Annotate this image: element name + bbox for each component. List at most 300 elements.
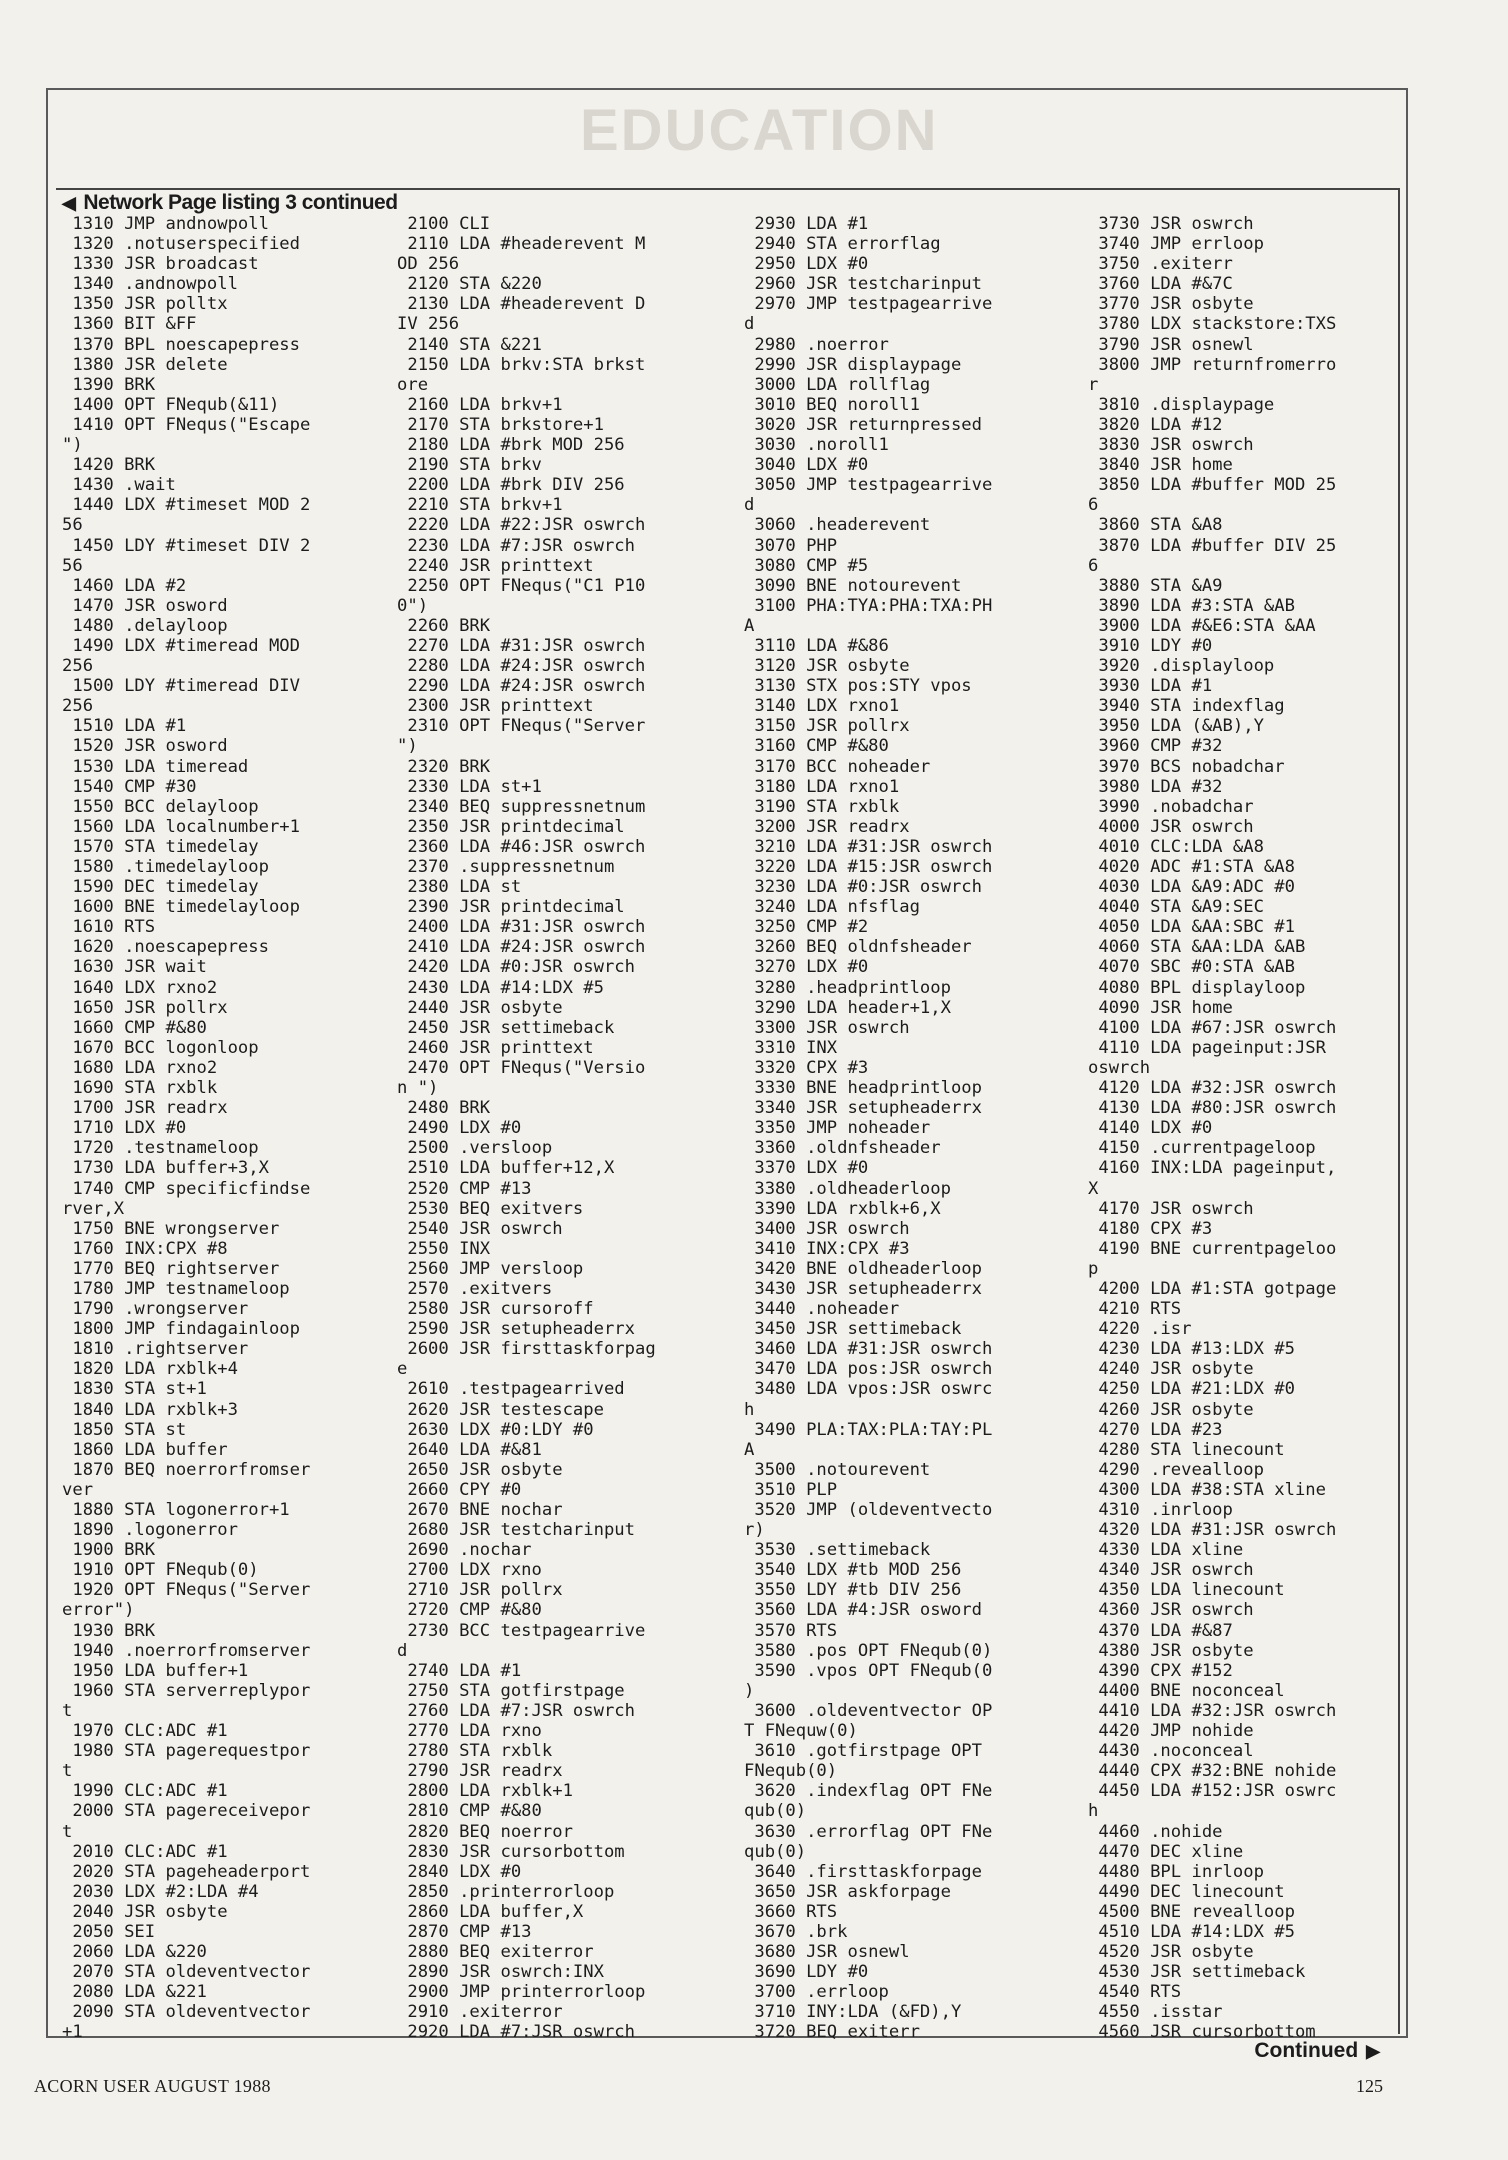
code-line: 2320 BRK xyxy=(397,756,491,777)
code-line: 3280 .headprintloop xyxy=(744,977,951,998)
code-line: 1780 JMP testnameloop xyxy=(62,1278,290,1299)
code-line: 2010 CLC:ADC #1 xyxy=(62,1841,228,1862)
code-line: 2070 STA oldeventvector xyxy=(62,1962,311,1983)
code-line: 2100 CLI xyxy=(397,214,491,234)
code-line: 2830 JSR cursorbottom xyxy=(397,1841,625,1862)
code-line: ") xyxy=(397,736,418,757)
code-line: 4230 LDA #13:LDX #5 xyxy=(1088,1339,1295,1360)
code-line: 2680 JSR testcharinput xyxy=(397,1520,635,1541)
code-line: 4370 LDA #&87 xyxy=(1088,1620,1233,1641)
code-line: 1480 .delayloop xyxy=(62,615,228,636)
code-line: 3690 LDY #0 xyxy=(744,1962,869,1983)
code-line: 1890 .logonerror xyxy=(62,1520,238,1541)
code-line: 2850 .printerrorloop xyxy=(397,1881,615,1902)
code-line: 3710 INY:LDA (&FD),Y xyxy=(744,2002,962,2023)
code-line: 1800 JMP findagainloop xyxy=(62,1319,300,1340)
code-line: 3380 .oldheaderloop xyxy=(744,1178,951,1199)
code-line: 2160 LDA brkv+1 xyxy=(397,394,563,415)
code-line: 3080 CMP #5 xyxy=(744,555,869,576)
code-line: 3010 BEQ noroll1 xyxy=(744,394,920,415)
code-line: 3650 JSR askforpage xyxy=(744,1881,951,1902)
code-line: 6 xyxy=(1088,495,1099,516)
code-line: ore xyxy=(397,374,429,395)
code-line: 1870 BEQ noerrorfromser xyxy=(62,1459,311,1480)
code-line: 4510 LDA #14:LDX #5 xyxy=(1088,1921,1295,1942)
code-line: 2370 .suppressnetnum xyxy=(397,857,615,877)
code-line: 3290 LDA header+1,X xyxy=(744,997,951,1018)
code-line: 4500 BNE revealloop xyxy=(1088,1901,1295,1922)
code-line: 4050 LDA &AA:SBC #1 xyxy=(1088,917,1295,938)
code-line: 3410 INX:CPX #3 xyxy=(744,1238,910,1259)
code-line: 4470 DEC xline xyxy=(1088,1841,1244,1862)
code-line: 1950 LDA buffer+1 xyxy=(62,1660,249,1681)
code-line: p xyxy=(1088,1258,1099,1279)
code-line: 4430 .noconceal xyxy=(1088,1741,1254,1762)
code-line: 3230 LDA #0:JSR oswrch xyxy=(744,877,982,898)
code-line: 4250 LDA #21:LDX #0 xyxy=(1088,1379,1295,1400)
code-line: 1690 STA rxblk xyxy=(62,1078,218,1099)
code-line: 2610 .testpagearrived xyxy=(397,1379,625,1400)
code-line: 4460 .nohide xyxy=(1088,1821,1223,1842)
code-line: 3300 JSR oswrch xyxy=(744,1017,910,1038)
code-line: 4190 BNE currentpageloo xyxy=(1088,1238,1337,1259)
code-line: 3030 .noroll1 xyxy=(744,435,889,456)
code-line: 3510 PLP xyxy=(744,1479,838,1500)
code-line: 2030 LDX #2:LDA #4 xyxy=(62,1881,259,1902)
code-line: 3440 .noheader xyxy=(744,1299,900,1320)
code-line: 4060 STA &AA:LDA &AB xyxy=(1088,937,1306,958)
code-line: 2520 CMP #13 xyxy=(397,1178,532,1199)
code-line: 3140 LDX rxno1 xyxy=(744,696,900,717)
code-line: n ") xyxy=(397,1078,439,1099)
code-line: 3210 LDA #31:JSR oswrch xyxy=(744,836,993,857)
code-line: 1740 CMP specificfindse xyxy=(62,1178,311,1199)
code-line: 2170 STA brkstore+1 xyxy=(397,414,604,435)
code-line: 4010 CLC:LDA &A8 xyxy=(1088,836,1264,857)
code-line: 3960 CMP #32 xyxy=(1088,736,1223,757)
code-line: 2060 LDA &220 xyxy=(62,1942,207,1963)
code-line: h xyxy=(744,1399,755,1420)
code-line: oswrch xyxy=(1088,1057,1151,1078)
code-line: 3520 JMP (oldeventvecto xyxy=(744,1500,993,1520)
code-line: 2900 JMP printerrorloop xyxy=(397,1982,646,2003)
code-line: 1370 BPL noescapepress xyxy=(62,334,300,355)
code-line: 3750 .exiterr xyxy=(1088,254,1233,275)
code-line: 4260 JSR osbyte xyxy=(1088,1399,1254,1420)
code-line: 2790 JSR readrx xyxy=(397,1761,563,1782)
code-line: IV 256 xyxy=(397,314,460,335)
code-line: +1 xyxy=(62,2022,83,2043)
code-line: 1310 JMP andnowpoll xyxy=(62,214,269,234)
code-line: 2400 LDA #31:JSR oswrch xyxy=(397,917,646,938)
code-line: 2550 INX xyxy=(397,1238,491,1259)
code-line: 3600 .oldeventvector OP xyxy=(744,1700,993,1721)
code-line: 3100 PHA:TYA:PHA:TXA:PH xyxy=(744,595,993,616)
code-line: 2620 JSR testescape xyxy=(397,1399,604,1420)
code-line: 2330 LDA st+1 xyxy=(397,776,542,797)
code-line: 2760 LDA #7:JSR oswrch xyxy=(397,1700,635,1721)
code-line: h xyxy=(1088,1801,1099,1822)
code-line: 1490 LDX #timeread MOD xyxy=(62,635,300,656)
code-line: 4410 LDA #32:JSR oswrch xyxy=(1088,1700,1337,1721)
code-line: 4340 JSR oswrch xyxy=(1088,1560,1254,1581)
code-column-3 xyxy=(744,214,992,2043)
code-line: 2910 .exiterror xyxy=(397,2002,563,2023)
code-line: 2390 JSR printdecimal xyxy=(397,897,625,918)
code-line: 3460 LDA #31:JSR oswrch xyxy=(744,1339,993,1360)
code-line: 1410 OPT FNequs("Escape xyxy=(62,414,311,435)
code-line: d xyxy=(744,495,755,516)
code-line: 3570 RTS xyxy=(744,1620,838,1641)
code-line: 3860 STA &A8 xyxy=(1088,515,1223,536)
code-line: 2250 OPT FNequs("C1 P10 xyxy=(397,575,646,596)
code-line: 1930 BRK xyxy=(62,1620,156,1641)
code-line: 3870 LDA #buffer DIV 25 xyxy=(1088,535,1337,556)
code-line: 2540 JSR oswrch xyxy=(397,1218,563,1239)
code-line: 4330 LDA xline xyxy=(1088,1540,1244,1561)
code-line: 1620 .noescapepress xyxy=(62,937,269,958)
code-line: 1560 LDA localnumber+1 xyxy=(62,816,300,837)
code-line: 2530 BEQ exitvers xyxy=(397,1198,584,1219)
code-line: 4360 JSR oswrch xyxy=(1088,1600,1254,1621)
code-line: 3820 LDA #12 xyxy=(1088,414,1223,435)
code-line: 1730 LDA buffer+3,X xyxy=(62,1158,269,1179)
code-line: d xyxy=(397,1640,408,1661)
code-line: 2890 JSR oswrch:INX xyxy=(397,1962,604,1983)
code-line: 3830 JSR oswrch xyxy=(1088,435,1254,456)
code-line: 3220 LDA #15:JSR oswrch xyxy=(744,857,993,877)
code-line: 3630 .errorflag OPT FNe xyxy=(744,1821,993,1842)
code-line: 56 xyxy=(62,555,83,576)
code-line: 2230 LDA #7:JSR oswrch xyxy=(397,535,635,556)
code-line: 2600 JSR firsttaskforpag xyxy=(397,1339,656,1360)
code-line: 3170 BCC noheader xyxy=(744,756,931,777)
code-line: 1810 .rightserver xyxy=(62,1339,249,1360)
code-line: 4070 SBC #0:STA &AB xyxy=(1088,957,1295,978)
code-line: 1910 OPT FNequb(0) xyxy=(62,1560,259,1581)
code-line: 2750 STA gotfirstpage xyxy=(397,1680,625,1701)
code-line: 4400 BNE noconceal xyxy=(1088,1680,1285,1701)
code-line: 3370 LDX #0 xyxy=(744,1158,869,1179)
code-line: 1640 LDX rxno2 xyxy=(62,977,218,998)
code-line: 0") xyxy=(397,595,429,616)
code-line: 4290 .revealloop xyxy=(1088,1459,1264,1480)
code-line: 2870 CMP #13 xyxy=(397,1921,532,1942)
code-line: 1650 JSR pollrx xyxy=(62,997,228,1018)
code-line: 2180 LDA #brk MOD 256 xyxy=(397,435,625,456)
code-line: 4320 LDA #31:JSR oswrch xyxy=(1088,1520,1337,1541)
code-line: 1820 LDA rxblk+4 xyxy=(62,1359,238,1380)
code-line: 1550 BCC delayloop xyxy=(62,796,259,817)
code-line: 2820 BEQ noerror xyxy=(397,1821,573,1842)
section-heading-showthrough: EDUCATION xyxy=(580,98,939,163)
code-line: 3810 .displaypage xyxy=(1088,394,1275,415)
code-line: 3720 BEQ exiterr xyxy=(744,2022,920,2043)
code-line: 2640 LDA #&81 xyxy=(397,1439,542,1460)
code-line: 3450 JSR settimeback xyxy=(744,1319,962,1340)
code-line: 2860 LDA buffer,X xyxy=(397,1901,584,1922)
code-line: 4240 JSR osbyte xyxy=(1088,1359,1254,1380)
code-line: 2220 LDA #22:JSR oswrch xyxy=(397,515,646,536)
code-line: 4490 DEC linecount xyxy=(1088,1881,1285,1902)
code-line: 256 xyxy=(62,656,94,677)
right-arrow-icon: ▶ xyxy=(1366,2041,1380,2061)
code-line: 1420 BRK xyxy=(62,455,156,476)
code-line: 3920 .displayloop xyxy=(1088,656,1275,677)
code-line: A xyxy=(744,615,755,636)
code-line: 3470 LDA pos:JSR oswrch xyxy=(744,1359,993,1380)
code-line: 2410 LDA #24:JSR oswrch xyxy=(397,937,646,958)
code-line: ") xyxy=(62,435,83,456)
code-line: 3190 STA rxblk xyxy=(744,796,900,817)
code-line: 3420 BNE oldheaderloop xyxy=(744,1258,982,1279)
code-line: 3160 CMP #&80 xyxy=(744,736,889,757)
code-line: 3850 LDA #buffer MOD 25 xyxy=(1088,475,1337,496)
code-line: 2460 JSR printtext xyxy=(397,1037,594,1058)
code-line: 1340 .andnowpoll xyxy=(62,274,238,295)
code-line: 4280 STA linecount xyxy=(1088,1439,1285,1460)
code-line: 3760 LDA #&7C xyxy=(1088,274,1233,295)
code-line: 1390 BRK xyxy=(62,374,156,395)
code-line: 1720 .testnameloop xyxy=(62,1138,259,1159)
code-line: 3980 LDA #32 xyxy=(1088,776,1223,797)
code-line: 4080 BPL displayloop xyxy=(1088,977,1306,998)
code-line: 4550 .isstar xyxy=(1088,2002,1223,2023)
code-line: 1970 CLC:ADC #1 xyxy=(62,1721,228,1742)
code-line: 1580 .timedelayloop xyxy=(62,857,269,877)
code-line: 4180 CPX #3 xyxy=(1088,1218,1213,1239)
code-line: 1400 OPT FNequb(&11) xyxy=(62,394,280,415)
code-line: 3320 CPX #3 xyxy=(744,1057,869,1078)
code-line: 1700 JSR readrx xyxy=(62,1098,228,1119)
code-line: 6 xyxy=(1088,555,1099,576)
code-line: 2510 LDA buffer+12,X xyxy=(397,1158,615,1179)
code-line: 3740 JMP errloop xyxy=(1088,234,1264,255)
code-line: 1570 STA timedelay xyxy=(62,836,259,857)
code-line: T FNequw(0) xyxy=(744,1721,858,1742)
code-line: 1440 LDX #timeset MOD 2 xyxy=(62,495,311,516)
code-line: 3250 CMP #2 xyxy=(744,917,869,938)
code-line: 2140 STA &221 xyxy=(397,334,542,355)
code-line: r) xyxy=(744,1520,765,1541)
code-line: 4040 STA &A9:SEC xyxy=(1088,897,1264,918)
code-line: 56 xyxy=(62,515,83,536)
code-line: 2260 BRK xyxy=(397,615,491,636)
code-line: 2700 LDX rxno xyxy=(397,1560,542,1581)
code-line: 2080 LDA &221 xyxy=(62,1982,207,2003)
code-line: 4270 LDA #23 xyxy=(1088,1419,1223,1440)
code-line: 2770 LDA rxno xyxy=(397,1721,542,1742)
code-line: OD 256 xyxy=(397,254,460,275)
code-line: 2570 .exitvers xyxy=(397,1278,553,1299)
code-line: 3700 .errloop xyxy=(744,1982,889,2003)
code-line: 2020 STA pageheaderport xyxy=(62,1861,311,1882)
code-line: rver,X xyxy=(62,1198,125,1219)
code-line: 2110 LDA #headerevent M xyxy=(397,234,646,255)
code-line: 3940 STA indexflag xyxy=(1088,696,1285,717)
code-line: 2630 LDX #0:LDY #0 xyxy=(397,1419,594,1440)
code-line: 4440 CPX #32:BNE nohide xyxy=(1088,1761,1337,1782)
code-line: 2880 BEQ exiterror xyxy=(397,1942,594,1963)
code-line: 2690 .nochar xyxy=(397,1540,532,1561)
code-line: A xyxy=(744,1439,755,1460)
code-line: 2940 STA errorflag xyxy=(744,234,941,255)
code-line: 1330 JSR broadcast xyxy=(62,254,259,275)
code-line: 3260 BEQ oldnfsheader xyxy=(744,937,972,958)
code-line: 3050 JMP testpagearrive xyxy=(744,475,993,496)
code-line: 3090 BNE notourevent xyxy=(744,575,962,596)
code-line: 2450 JSR settimeback xyxy=(397,1017,615,1038)
code-line: 3660 RTS xyxy=(744,1901,838,1922)
code-line: 4100 LDA #67:JSR oswrch xyxy=(1088,1017,1337,1038)
code-line: 4520 JSR osbyte xyxy=(1088,1942,1254,1963)
code-line: 256 xyxy=(62,696,94,717)
code-line: 3150 JSR pollrx xyxy=(744,716,910,737)
code-line: 2500 .versloop xyxy=(397,1138,553,1159)
code-line: 4310 .inrloop xyxy=(1088,1500,1233,1520)
code-line: 2810 CMP #&80 xyxy=(397,1801,542,1822)
code-line: 3350 JMP noheader xyxy=(744,1118,931,1139)
code-line: FNequb(0) xyxy=(744,1761,838,1782)
code-line: 2980 .noerror xyxy=(744,334,889,355)
code-line: 3500 .notourevent xyxy=(744,1459,931,1480)
code-line: 1680 LDA rxno2 xyxy=(62,1057,218,1078)
code-line: 2440 JSR osbyte xyxy=(397,997,563,1018)
code-line: 4540 RTS xyxy=(1088,1982,1182,2003)
code-line: 1510 LDA #1 xyxy=(62,716,187,737)
code-line: 2990 JSR displaypage xyxy=(744,354,962,375)
code-line: 3840 JSR home xyxy=(1088,455,1233,476)
code-line: 2200 LDA #brk DIV 256 xyxy=(397,475,625,496)
code-line: 2270 LDA #31:JSR oswrch xyxy=(397,635,646,656)
code-line: 2240 JSR printtext xyxy=(397,555,594,576)
code-line: t xyxy=(62,1821,73,1842)
code-line: 3430 JSR setupheaderrx xyxy=(744,1278,982,1299)
code-line: 1430 .wait xyxy=(62,475,176,496)
code-line: 3340 JSR setupheaderrx xyxy=(744,1098,982,1119)
code-line: 1600 BNE timedelayloop xyxy=(62,897,300,918)
code-line: 1960 STA serverreplypor xyxy=(62,1680,311,1701)
code-line: 1790 .wrongserver xyxy=(62,1299,249,1320)
code-line: 2300 JSR printtext xyxy=(397,696,594,717)
code-line: 3070 PHP xyxy=(744,535,838,556)
code-line: 2430 LDA #14:LDX #5 xyxy=(397,977,604,998)
code-line: 3130 STX pos:STY vpos xyxy=(744,676,972,697)
code-line: 2280 LDA #24:JSR oswrch xyxy=(397,656,646,677)
code-line: 2730 BCC testpagearrive xyxy=(397,1620,646,1641)
code-line: 3480 LDA vpos:JSR oswrc xyxy=(744,1379,993,1400)
code-line: 2000 STA pagereceivepor xyxy=(62,1801,311,1822)
code-line: 4150 .currentpageloop xyxy=(1088,1138,1316,1159)
code-line: ver xyxy=(62,1479,94,1500)
code-line: 2920 LDA #7:JSR oswrch xyxy=(397,2022,635,2043)
code-line: 3680 JSR osnewl xyxy=(744,1942,910,1963)
code-line: 2840 LDX #0 xyxy=(397,1861,522,1882)
code-line: 2420 LDA #0:JSR oswrch xyxy=(397,957,635,978)
code-line: 2710 JSR pollrx xyxy=(397,1580,563,1601)
code-line: 1980 STA pagerequestpor xyxy=(62,1741,311,1762)
code-line: 2350 JSR printdecimal xyxy=(397,816,625,837)
code-line: 1990 CLC:ADC #1 xyxy=(62,1781,228,1802)
code-line: 3970 BCS nobadchar xyxy=(1088,756,1285,777)
code-line: 3620 .indexflag OPT FNe xyxy=(744,1781,993,1802)
code-line: 4450 LDA #152:JSR oswrc xyxy=(1088,1781,1337,1802)
code-line: 2970 JMP testpagearrive xyxy=(744,294,993,315)
code-line: 3490 PLA:TAX:PLA:TAY:PL xyxy=(744,1419,993,1440)
code-line: 2650 JSR osbyte xyxy=(397,1459,563,1480)
code-line: 4020 ADC #1:STA &A8 xyxy=(1088,857,1295,877)
code-line: 2950 LDX #0 xyxy=(744,254,869,275)
code-line: 1520 JSR osword xyxy=(62,736,228,757)
code-line: 3530 .settimeback xyxy=(744,1540,931,1561)
code-line: 3180 LDA rxno1 xyxy=(744,776,900,797)
code-line: 3990 .nobadchar xyxy=(1088,796,1254,817)
code-line: 2380 LDA st xyxy=(397,877,522,898)
code-line: 3200 JSR readrx xyxy=(744,816,910,837)
code-line: 3930 LDA #1 xyxy=(1088,676,1213,697)
code-line: 4210 RTS xyxy=(1088,1299,1182,1320)
footer-page-number: 125 xyxy=(1356,2076,1383,2096)
code-line: 2740 LDA #1 xyxy=(397,1660,522,1681)
code-line: 3360 .oldnfsheader xyxy=(744,1138,941,1159)
code-line: 3790 JSR osnewl xyxy=(1088,334,1254,355)
code-line: 1350 JSR polltx xyxy=(62,294,228,315)
code-line: 3910 LDY #0 xyxy=(1088,635,1213,656)
code-line: 4030 LDA &A9:ADC #0 xyxy=(1088,877,1295,898)
code-line: 3590 .vpos OPT FNequb(0 xyxy=(744,1660,993,1681)
code-line: 2050 SEI xyxy=(62,1921,156,1942)
code-line: 1920 OPT FNequs("Server xyxy=(62,1580,311,1601)
code-line: 3900 LDA #&E6:STA &AA xyxy=(1088,615,1316,636)
code-line: 1660 CMP #&80 xyxy=(62,1017,207,1038)
code-line: 2190 STA brkv xyxy=(397,455,542,476)
code-line: 3270 LDX #0 xyxy=(744,957,869,978)
code-line: 2360 LDA #46:JSR oswrch xyxy=(397,836,646,857)
code-line: 1630 JSR wait xyxy=(62,957,207,978)
code-line: 3610 .gotfirstpage OPT xyxy=(744,1741,982,1762)
code-line: 2040 JSR osbyte xyxy=(62,1901,228,1922)
code-line: 1610 RTS xyxy=(62,917,156,938)
code-line: 1770 BEQ rightserver xyxy=(62,1258,280,1279)
code-line: ) xyxy=(744,1680,755,1701)
code-line: qub(0) xyxy=(744,1841,807,1862)
code-line: 4110 LDA pageinput:JSR xyxy=(1088,1037,1326,1058)
code-line: 1360 BIT &FF xyxy=(62,314,197,335)
code-line: 2490 LDX #0 xyxy=(397,1118,522,1139)
code-line: 3950 LDA (&AB),Y xyxy=(1088,716,1264,737)
code-line: 3240 LDA nfsflag xyxy=(744,897,920,918)
code-line: 3800 JMP returnfromerro xyxy=(1088,354,1337,375)
continued-label xyxy=(1254,2037,1380,2065)
code-line: 3020 JSR returnpressed xyxy=(744,414,982,435)
code-line: 1530 LDA timeread xyxy=(62,756,249,777)
code-line: 4140 LDX #0 xyxy=(1088,1118,1213,1139)
code-line: 1750 BNE wrongserver xyxy=(62,1218,280,1239)
code-line: 2580 JSR cursoroff xyxy=(397,1299,594,1320)
code-line: 2210 STA brkv+1 xyxy=(397,495,563,516)
code-line: 2560 JMP versloop xyxy=(397,1258,584,1279)
code-line: 1380 JSR delete xyxy=(62,354,228,375)
code-line: 4420 JMP nohide xyxy=(1088,1721,1254,1742)
code-line: 3890 LDA #3:STA &AB xyxy=(1088,595,1295,616)
code-line: 1760 INX:CPX #8 xyxy=(62,1238,228,1259)
code-line: 4200 LDA #1:STA gotpage xyxy=(1088,1278,1337,1299)
code-column-2 xyxy=(397,214,656,2043)
code-line: 2780 STA rxblk xyxy=(397,1741,553,1762)
code-line: 3730 JSR oswrch xyxy=(1088,214,1254,234)
code-line: 4130 LDA #80:JSR oswrch xyxy=(1088,1098,1337,1119)
code-line: 3880 STA &A9 xyxy=(1088,575,1223,596)
